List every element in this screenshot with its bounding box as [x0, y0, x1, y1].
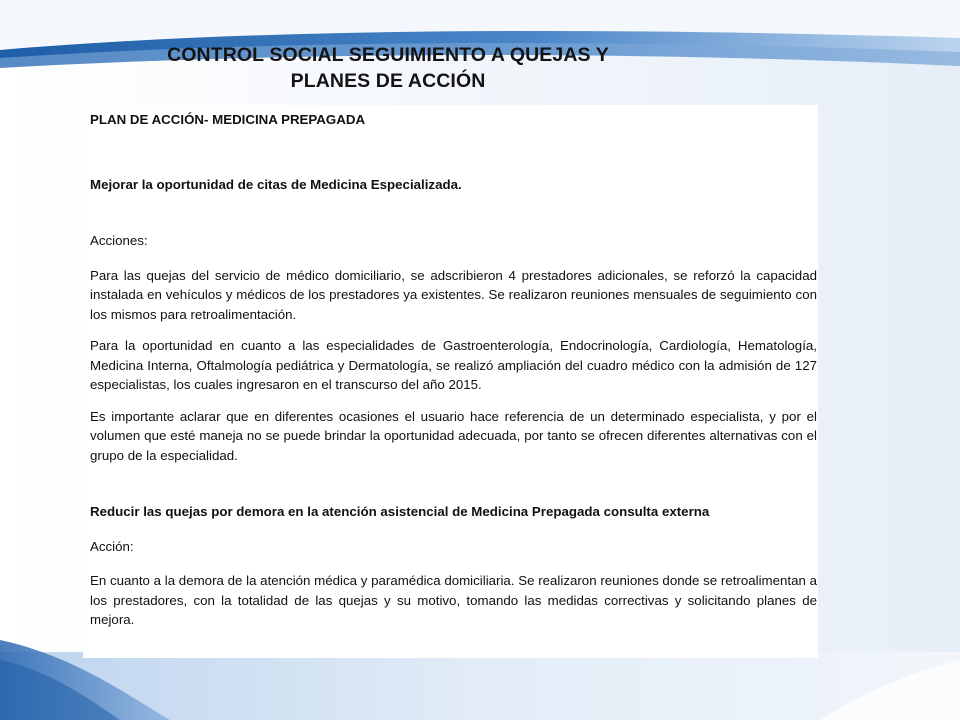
objective-2: Reducir las quejas por demora en la atención asistencial de Medicina Prepagada consulta externa [90, 504, 710, 519]
document-heading: PLAN DE ACCIÓN- MEDICINA PREPAGADA [90, 112, 366, 127]
paragraph-2: Para la oportunidad en cuanto a las especialidades de Gastroenterología, Endocrinología, Cardiología, Hematología, Medicina Interna, Oftalmología pediátrica y Dermatología, se realizó ampliación del cuadro médico con la admisión de 127 especialistas, los cuales ingresaron en el transcurso del año 2015. [90, 338, 817, 392]
paragraph-4: En cuanto a la demora de la atención médica y paramédica domiciliaria. Se realizaron reuniones donde se retroalimentan a los prestadores, con la totalidad de las quejas y su motivo, tomando las medidas correctivas y solicitando planes de mejora. [90, 573, 817, 627]
slide-title [0, 42, 776, 94]
title-line-2: PLANES DE ACCIÓN [290, 70, 486, 92]
title-line-1: CONTROL SOCIAL SEGUIMIENTO A QUEJAS Y [167, 44, 609, 66]
action-label: Acción: [90, 538, 134, 554]
objective-1: Mejorar la oportunidad de citas de Medicina Especializada. [90, 176, 462, 192]
paragraph-3: Es importante aclarar que en diferentes ocasiones el usuario hace referencia de un determinado especialista, y por el volumen que esté maneja no se puede brindar la oportunidad adecuada, por tanto se ofrecen diferentes alternativas con el grupo de la especialidad. [90, 408, 817, 463]
document-panel [83, 105, 818, 658]
paragraph-1: Para las quejas del servicio de médico domiciliario, se adscribieron 4 prestadores adicionales, se reforzó la capacidad instalada en vehículos y médicos de los prestadores ya existentes. Se realizaron reuniones mensuales de seguimiento con los mismos para retroalimentación. [90, 267, 817, 322]
actions-label: Acciones: [90, 233, 148, 248]
